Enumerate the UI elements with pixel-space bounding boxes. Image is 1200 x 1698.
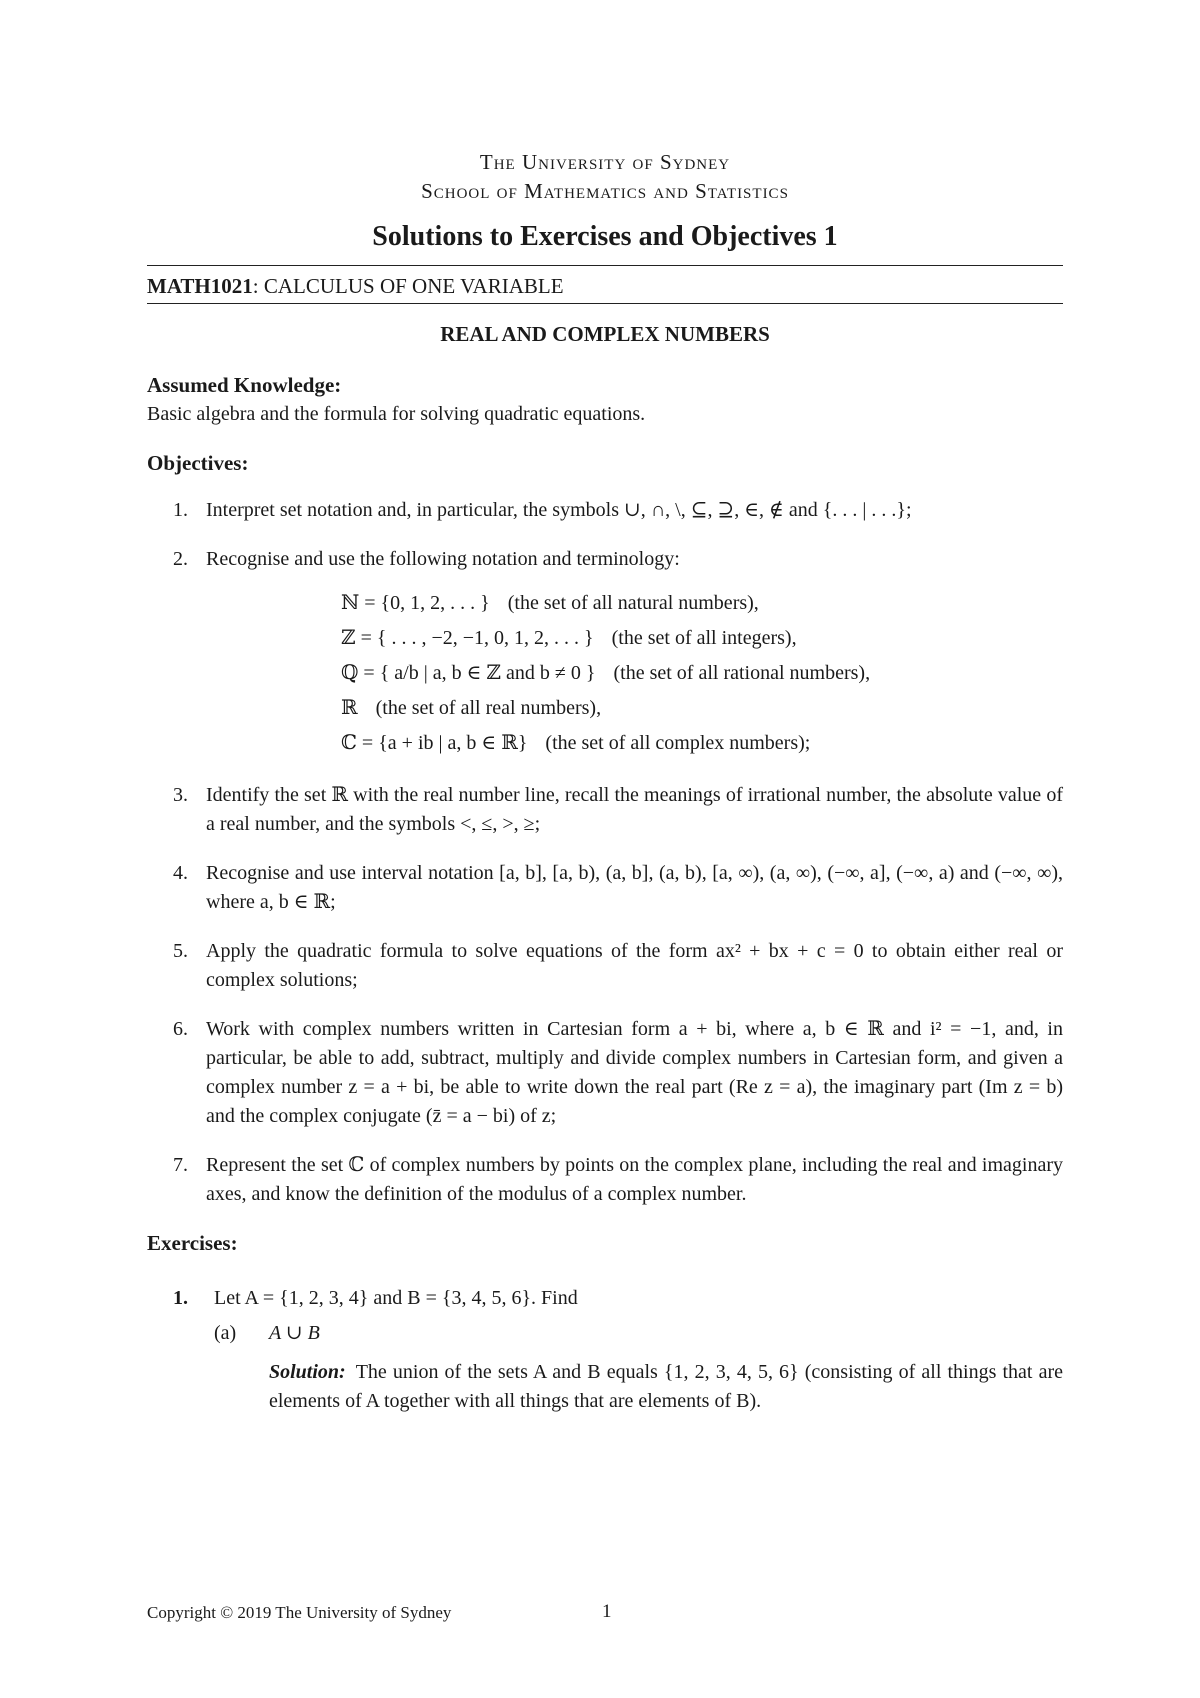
assumed-heading: Assumed Knowledge:	[147, 373, 342, 397]
objective-text: Recognise and use interval notation [a, b], [a, b), (a, b], (a, b), [a, ∞), (a, ∞), (−∞, a], (−∞, a) and (−∞, ∞), where a, b ∈ ℝ;	[206, 862, 1063, 913]
objective-number: 7.	[173, 1154, 188, 1176]
objective-item	[147, 1015, 1063, 1131]
objective-item	[147, 937, 1063, 995]
page-content	[147, 148, 1063, 1416]
bottom-rule	[147, 303, 1063, 304]
topic-title: REAL AND COMPLEX NUMBERS	[440, 322, 770, 346]
objective-text: Interpret set notation and, in particular, the symbols ∪, ∩, \, ⊆, ⊇, ∈, ∉ and {. . . | . . .};	[206, 499, 912, 521]
objective-number: 5.	[173, 940, 188, 962]
assumed-knowledge	[147, 371, 1063, 429]
document-title: Solutions to Exercises and Objectives 1	[372, 221, 838, 252]
objective-text: Identify the set ℝ with the real number line, recall the meanings of irrational number, the absolute value of a real number, and the symbols <, ≤, >, ≥;	[206, 784, 1063, 835]
objective-number: 1.	[173, 499, 188, 521]
objectives-list	[147, 496, 1063, 1209]
course-name: : CALCULUS OF ONE VARIABLE	[252, 274, 564, 298]
objective-number: 4.	[173, 862, 188, 884]
objectives-heading: Objectives:	[147, 451, 249, 475]
objective-item	[147, 1151, 1063, 1209]
objective-text: Represent the set ℂ of complex numbers by points on the complex plane, including the real and imaginary axes, and know the definition of the modulus of a complex number.	[206, 1154, 1063, 1205]
objective-item	[147, 496, 1063, 525]
exercise-number: 1.	[173, 1287, 188, 1309]
exercise-text: Let A = {1, 2, 3, 4} and B = {3, 4, 5, 6}. Find	[214, 1287, 578, 1309]
exercise-part	[214, 1319, 1063, 1348]
set-line-complex: ℂ = {a + ib | a, b ∈ ℝ} (the set of all complex numbers);	[341, 732, 811, 754]
objective-text: Work with complex numbers written in Cartesian form a + bi, where a, b ∈ ℝ and i² = −1, and, in particular, be able to add, subtract, multiply and divide complex numbers in Cartesian form, and given a complex number z = a + bi, be able to write down the real part (Re z = a), the imaginary part (Im z = b) and the complex conjugate (z̄ = a − bi) of z;	[206, 1018, 1063, 1127]
number-sets-display	[341, 586, 1063, 761]
objectives-section	[147, 449, 1063, 1209]
exercise-item	[147, 1284, 1063, 1416]
objective-number: 3.	[173, 784, 188, 806]
university-name: The University of Sydney	[479, 150, 731, 174]
part-label: (a)	[214, 1322, 237, 1344]
part-text: A ∪ B	[269, 1322, 320, 1344]
objective-item	[147, 859, 1063, 917]
page-number: 1	[602, 1601, 612, 1622]
solution-label: Solution:	[269, 1361, 346, 1383]
assumed-text: Basic algebra and the formula for solving quadratic equations.	[147, 403, 646, 425]
copyright-footer: Copyright © 2019 The University of Sydney	[147, 1603, 452, 1622]
objective-item	[147, 781, 1063, 839]
set-line-reals: ℝ (the set of all real numbers),	[341, 697, 602, 719]
objective-number: 6.	[173, 1018, 188, 1040]
objective-text: Recognise and use the following notation and terminology:	[206, 548, 680, 570]
course-code: MATH1021	[147, 274, 253, 298]
course-line	[147, 266, 1063, 303]
exercises-heading: Exercises:	[147, 1231, 238, 1255]
solution-block	[269, 1358, 1063, 1416]
objective-text: Apply the quadratic formula to solve equations of the form ax² + bx + c = 0 to obtain either real or complex solutions;	[206, 940, 1063, 991]
solution-text: The union of the sets A and B equals {1, 2, 3, 4, 5, 6} (consisting of all things that are elements of A together with all things that are elements of B).	[269, 1361, 1063, 1412]
school-name: School of Mathematics and Statistics	[421, 179, 789, 203]
exercise-list	[147, 1284, 1063, 1416]
set-line-naturals: ℕ = {0, 1, 2, . . . } (the set of all natural numbers),	[341, 592, 759, 614]
set-line-rationals: ℚ = { a/b | a, b ∈ ℤ and b ≠ 0 } (the set of all rational numbers),	[341, 662, 871, 684]
set-line-integers: ℤ = { . . . , −2, −1, 0, 1, 2, . . . } (the set of all integers),	[341, 627, 797, 649]
objective-item	[147, 545, 1063, 761]
objective-number: 2.	[173, 548, 188, 570]
exercises-section	[147, 1229, 1063, 1416]
